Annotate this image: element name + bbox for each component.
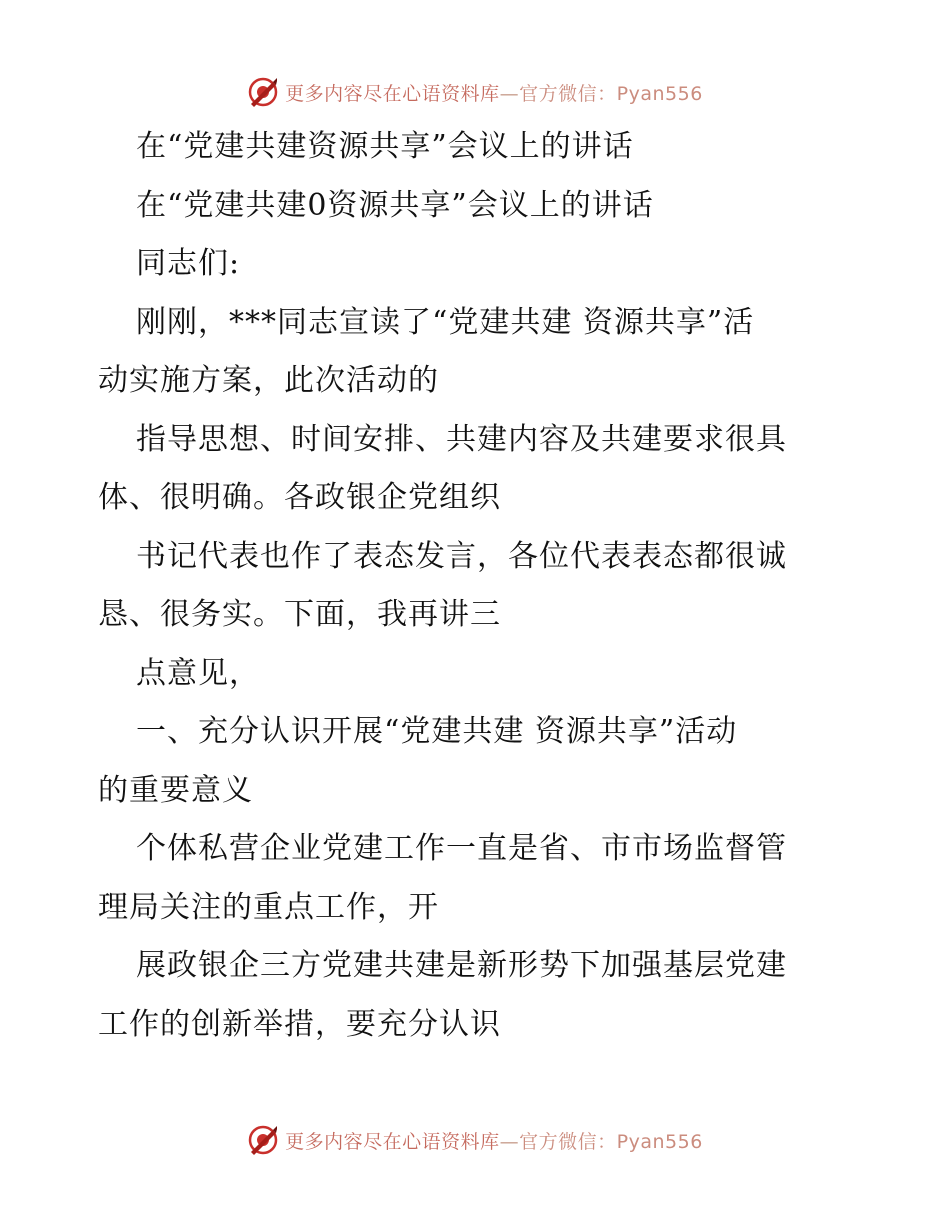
doc-line: 展政银企三方党建共建是新形势下加强基层党建 [136,948,787,983]
doc-line: 恳、很务实。下面，我再讲三 [98,597,501,632]
doc-line: 个体私营企业党建工作一直是省、市市场监督管 [136,831,787,866]
watermark-separator: — [499,82,520,105]
watermark-header [0,72,950,112]
doc-subtitle: 在“党建共建0资源共享”会议上的讲话 [136,187,654,223]
doc-line: 体、很明确。各政银企党组织 [98,480,501,515]
doc-line: 点意见， [136,655,260,691]
section-heading: 一、充分认识开展“党建共建 资源共享”活动 [136,714,738,749]
doc-line: 书记代表也作了表态发言，各位代表表态都很诚 [136,538,787,574]
watermark-text [285,79,703,106]
pen-logo-icon [247,76,279,108]
doc-title: 在“党建共建资源共享”会议上的讲话 [136,129,634,164]
watermark-contact: 官方微信：Pyan556 [519,1130,703,1153]
section-heading-cont: 的重要意义 [98,772,253,808]
document-body [98,118,858,1054]
pen-logo-icon [247,1124,279,1156]
watermark-separator: — [499,1130,520,1153]
doc-line: 工作的创新举措，要充分认识 [98,1006,501,1042]
doc-line: 理局关注的重点工作，开 [98,889,439,925]
watermark-brand: 更多内容尽在心语资料库 [285,1130,500,1153]
watermark-footer [0,1120,950,1160]
watermark-brand: 更多内容尽在心语资料库 [285,82,500,105]
watermark-contact: 官方微信：Pyan556 [519,82,703,105]
doc-salutation: 同志们: [136,246,241,281]
doc-line: 动实施方案，此次活动的 [98,363,439,398]
watermark-text [285,1127,703,1154]
doc-line: 指导思想、时间安排、共建内容及共建要求很具 [136,421,787,457]
doc-line: 刚刚，***同志宣读了“党建共建 资源共享”活 [136,304,755,340]
